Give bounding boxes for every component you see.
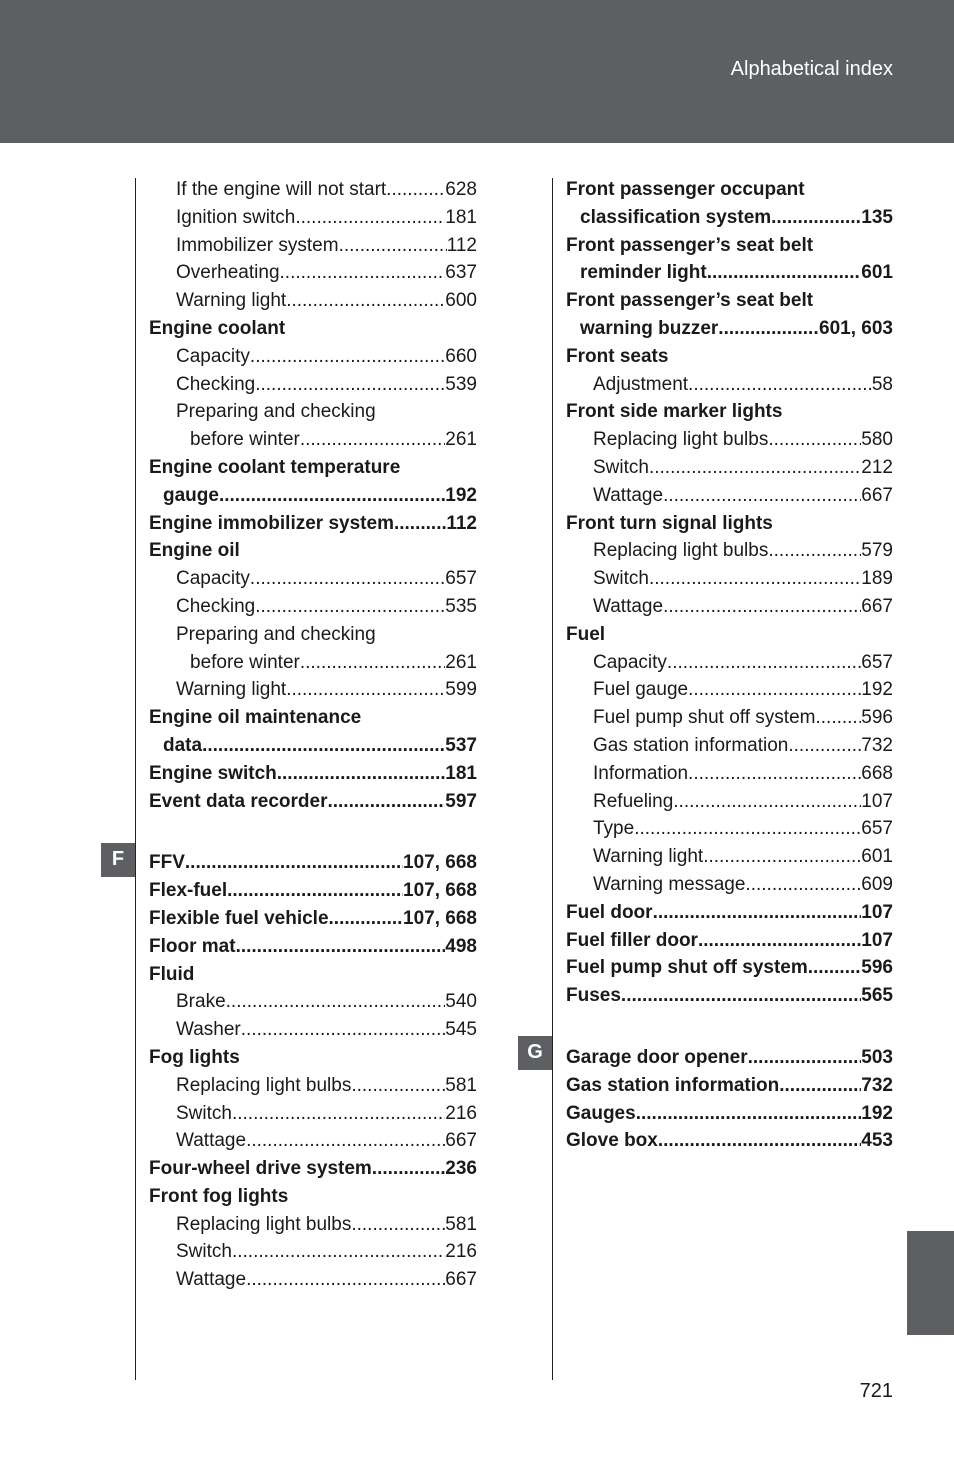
- index-entry-page: 112: [446, 512, 477, 534]
- index-entry: [149, 849, 477, 877]
- dot-leader: [232, 1238, 445, 1266]
- index-entry-label: Immobilizer system: [176, 234, 339, 256]
- index-entry-page: 107, 668: [403, 880, 477, 902]
- index-entry-page: 537: [445, 734, 477, 756]
- index-entry: [566, 1072, 893, 1100]
- index-entry-page: 453: [861, 1130, 893, 1152]
- index-entry-page: 498: [445, 935, 477, 957]
- header-title: Alphabetical index: [730, 58, 893, 80]
- index-entry-label: Wattage: [176, 1130, 247, 1152]
- dot-leader: [698, 927, 861, 955]
- dot-leader: [663, 593, 861, 621]
- section-tab-f: F: [101, 843, 135, 877]
- index-entry: [149, 676, 477, 704]
- index-entry-label: Information: [593, 762, 689, 784]
- dot-leader: [246, 1266, 445, 1294]
- index-entry-label: Front passenger’s seat belt: [566, 234, 814, 256]
- dot-leader: [663, 482, 861, 510]
- index-entry: [566, 676, 893, 704]
- index-entry-label: Replacing light bulbs: [176, 1074, 352, 1096]
- page-header: [0, 0, 954, 143]
- dot-leader: [286, 676, 445, 704]
- index-entry-label: Replacing light bulbs: [176, 1213, 352, 1235]
- index-entry: [149, 877, 477, 905]
- index-entry-label: Capacity: [176, 345, 250, 367]
- index-entry: [149, 649, 477, 677]
- section-gap: [566, 1010, 893, 1044]
- index-entry: [149, 1155, 477, 1183]
- index-entry-label: Fuel: [566, 623, 606, 645]
- index-entry-page: 660: [445, 345, 477, 367]
- index-entry-page: 216: [445, 1102, 477, 1124]
- index-entry: [149, 593, 477, 621]
- index-entry-label: Fuel gauge: [593, 679, 689, 701]
- index-entry-page: 107, 668: [403, 907, 477, 929]
- section-gap: [149, 815, 477, 849]
- index-entry-label: before winter: [190, 429, 300, 451]
- index-entry: [149, 988, 477, 1016]
- index-entry-page: 581: [445, 1213, 477, 1235]
- index-entry-page: 601: [861, 262, 893, 284]
- index-entry-page: 628: [445, 179, 477, 200]
- index-entry-page: 261: [445, 429, 477, 451]
- index-entry: [566, 232, 893, 260]
- index-entry-page: 261: [445, 651, 477, 673]
- index-entry-label: Wattage: [593, 595, 664, 617]
- index-entry: [149, 510, 477, 538]
- index-entry: [566, 593, 893, 621]
- dot-leader: [788, 732, 861, 760]
- dot-leader: [295, 204, 445, 232]
- dot-leader: [246, 1127, 445, 1155]
- index-entry-page: 732: [861, 734, 893, 756]
- index-entry-page: 597: [445, 790, 477, 812]
- index-entry: [149, 1072, 477, 1100]
- index-entry-label: Switch: [176, 1241, 232, 1263]
- index-entry-page: 192: [445, 484, 477, 506]
- index-entry: [566, 1044, 893, 1072]
- index-entry: [566, 259, 893, 287]
- index-entry: [566, 204, 893, 232]
- index-entry: [149, 760, 477, 788]
- index-entry: [566, 426, 893, 454]
- index-entry-label: Fuses: [566, 985, 621, 1007]
- index-entry-page: 609: [861, 873, 893, 895]
- dot-leader: [232, 1100, 445, 1128]
- index-entry-page: 236: [445, 1158, 477, 1180]
- index-entry-label: Engine coolant temperature: [149, 456, 401, 478]
- index-entry-page: 181: [445, 762, 477, 784]
- index-entry-page: 216: [445, 1241, 477, 1263]
- index-entry-label: Checking: [176, 595, 256, 617]
- dot-leader: [280, 259, 446, 287]
- dot-leader: [339, 232, 447, 260]
- index-entry-page: 657: [861, 651, 893, 673]
- index-entry-page: 732: [861, 1074, 893, 1096]
- index-entry-page: 107, 668: [403, 852, 477, 874]
- dot-leader: [634, 815, 861, 843]
- index-entry: [149, 1211, 477, 1239]
- dot-leader: [779, 1072, 861, 1100]
- index-entry-label: Preparing and checking: [176, 623, 376, 645]
- index-entry-label: Glove box: [566, 1130, 658, 1152]
- index-entry-page: 667: [861, 484, 893, 506]
- dot-leader: [185, 849, 403, 877]
- index-entry-page: 596: [861, 957, 893, 979]
- dot-leader: [202, 732, 445, 760]
- dot-leader: [327, 788, 445, 816]
- index-entry: [566, 176, 893, 204]
- index-entry-label: Fuel pump shut off system: [566, 957, 808, 979]
- dot-leader: [236, 933, 446, 961]
- index-entry-label: classification system: [580, 206, 772, 228]
- dot-leader: [277, 760, 446, 788]
- right-column-rule: [552, 178, 553, 1380]
- index-entry: [149, 704, 477, 732]
- index-entry: [149, 905, 477, 933]
- index-entry: [149, 933, 477, 961]
- index-entry-page: 600: [445, 290, 477, 312]
- index-entry: [149, 371, 477, 399]
- index-entry-label: Floor mat: [149, 935, 236, 957]
- index-entry-page: 637: [445, 262, 477, 284]
- index-entry-label: Front passenger’s seat belt: [566, 290, 814, 312]
- dot-leader: [250, 565, 445, 593]
- index-entry-page: 657: [861, 818, 893, 840]
- index-entry-label: Switch: [593, 568, 649, 590]
- index-entry-label: Garage door opener: [566, 1046, 748, 1068]
- index-entry-page: 580: [861, 429, 893, 451]
- index-entry: [566, 899, 893, 927]
- index-entry-page: 601, 603: [819, 317, 893, 339]
- index-entry: [149, 1238, 477, 1266]
- index-entry-label: Front side marker lights: [566, 401, 783, 423]
- index-entry-label: Warning message: [593, 873, 746, 895]
- index-entry: [566, 371, 893, 399]
- dot-leader: [718, 315, 819, 343]
- index-entry-label: Wattage: [593, 484, 664, 506]
- index-entry-page: 192: [861, 679, 893, 701]
- index-entry-page: 599: [445, 679, 477, 701]
- index-entry-label: Fuel door: [566, 901, 653, 923]
- dot-leader: [688, 676, 861, 704]
- index-entry-page: 107: [861, 790, 893, 812]
- index-entry: [566, 1100, 893, 1128]
- index-entry-label: Engine coolant: [149, 317, 286, 339]
- index-entry: [566, 982, 893, 1010]
- dot-leader: [815, 704, 861, 732]
- dot-leader: [621, 982, 861, 1010]
- index-entry-page: 181: [445, 206, 477, 228]
- index-entry-label: Brake: [176, 991, 226, 1013]
- index-entry: [566, 788, 893, 816]
- index-entry-page: 668: [861, 762, 893, 784]
- index-entry-label: Adjustment: [593, 373, 689, 395]
- index-entry: [149, 732, 477, 760]
- index-entry-label: Fog lights: [149, 1046, 240, 1068]
- index-entry-label: Capacity: [176, 568, 250, 590]
- dot-leader: [250, 343, 445, 371]
- index-entry: [566, 510, 893, 538]
- index-column-left: [149, 176, 477, 1294]
- index-entry-label: Gauges: [566, 1102, 636, 1124]
- index-entry: [149, 1100, 477, 1128]
- side-thumb-tab: [907, 1231, 954, 1335]
- index-entry: [149, 621, 477, 649]
- dot-leader: [771, 204, 861, 232]
- index-entry: [566, 954, 893, 982]
- index-entry-label: Flex-fuel: [149, 880, 228, 902]
- index-entry-label: Replacing light bulbs: [593, 540, 769, 562]
- dot-leader: [394, 510, 446, 538]
- index-entry-label: gauge: [163, 484, 219, 506]
- section-tab-g: G: [518, 1036, 552, 1070]
- index-entry-label: Fluid: [149, 963, 195, 985]
- index-entry-page: 565: [861, 985, 893, 1007]
- index-entry-label: Warning light: [593, 846, 704, 868]
- dot-leader: [703, 843, 861, 871]
- index-entry: [149, 176, 477, 204]
- index-entry-label: Type: [593, 818, 635, 840]
- index-entry-label: Flexible fuel vehicle: [149, 907, 329, 929]
- index-entry-page: 667: [445, 1269, 477, 1291]
- dot-leader: [745, 871, 861, 899]
- index-entry-page: 596: [861, 707, 893, 729]
- index-entry-page: 539: [445, 373, 477, 395]
- dot-leader: [226, 988, 446, 1016]
- index-entry: [149, 1183, 477, 1211]
- index-entry-page: 189: [861, 568, 893, 590]
- dot-leader: [649, 454, 861, 482]
- index-entry-label: Front seats: [566, 345, 669, 367]
- index-entry-label: Switch: [593, 456, 649, 478]
- index-entry-page: 667: [861, 595, 893, 617]
- index-entry-page: 545: [445, 1019, 477, 1041]
- index-entry-page: 667: [445, 1130, 477, 1152]
- index-entry-page: 540: [445, 991, 477, 1013]
- index-entry-page: 58: [871, 373, 893, 395]
- index-entry-label: Engine immobilizer system: [149, 512, 394, 534]
- index-entry: [566, 454, 893, 482]
- dot-leader: [286, 287, 445, 315]
- index-entry: [149, 315, 477, 343]
- index-entry-label: Preparing and checking: [176, 401, 376, 423]
- dot-leader: [329, 905, 404, 933]
- dot-leader: [300, 426, 445, 454]
- index-entry: [566, 871, 893, 899]
- dot-leader: [300, 649, 445, 677]
- dot-leader: [748, 1044, 862, 1072]
- dot-leader: [768, 426, 861, 454]
- index-entry-label: Engine oil maintenance: [149, 707, 362, 729]
- index-entry: [566, 927, 893, 955]
- index-entry-label: Engine switch: [149, 762, 277, 784]
- dot-leader: [372, 1155, 446, 1183]
- dot-leader: [768, 537, 861, 565]
- index-entry-label: before winter: [190, 651, 300, 673]
- index-entry-page: 581: [445, 1074, 477, 1096]
- index-entry-page: 503: [861, 1046, 893, 1068]
- index-entry: [149, 565, 477, 593]
- index-entry-label: Fuel filler door: [566, 929, 698, 951]
- index-entry: [149, 1266, 477, 1294]
- index-entry-label: Capacity: [593, 651, 667, 673]
- index-entry: [566, 537, 893, 565]
- index-entry: [149, 398, 477, 426]
- index-entry-label: Gas station information: [566, 1074, 780, 1096]
- index-entry-label: FFV: [149, 852, 185, 874]
- index-entry-page: 657: [445, 568, 477, 590]
- index-entry: [149, 482, 477, 510]
- index-entry-label: reminder light: [580, 262, 707, 284]
- index-entry-label: Ignition switch: [176, 206, 296, 228]
- dot-leader: [241, 1016, 446, 1044]
- index-entry: [566, 732, 893, 760]
- index-entry: [566, 565, 893, 593]
- index-entry: [149, 537, 477, 565]
- index-entry: [149, 961, 477, 989]
- index-entry-page: 212: [861, 456, 893, 478]
- index-entry: [149, 204, 477, 232]
- index-entry-label: Engine oil: [149, 540, 240, 562]
- index-column-right: [566, 176, 893, 1155]
- index-entry-label: Refueling: [593, 790, 674, 812]
- index-entry: [566, 649, 893, 677]
- index-entry-label: Replacing light bulbs: [593, 429, 769, 451]
- dot-leader: [351, 1211, 445, 1239]
- index-entry: [149, 1127, 477, 1155]
- index-entry-label: Wattage: [176, 1269, 247, 1291]
- index-entry: [566, 343, 893, 371]
- dot-leader: [255, 371, 445, 399]
- index-entry: [149, 232, 477, 260]
- index-entry-label: Four-wheel drive system: [149, 1158, 372, 1180]
- dot-leader: [649, 565, 861, 593]
- dot-leader: [673, 788, 861, 816]
- dot-leader: [351, 1072, 445, 1100]
- dot-leader: [636, 1100, 862, 1128]
- index-entry-label: Overheating: [176, 262, 280, 284]
- index-entry: [149, 788, 477, 816]
- index-entry: [149, 1044, 477, 1072]
- index-entry: [566, 843, 893, 871]
- index-entry: [149, 287, 477, 315]
- dot-leader: [707, 259, 862, 287]
- index-entry-page: 192: [861, 1102, 893, 1124]
- dot-leader: [667, 649, 861, 677]
- index-entry: [149, 426, 477, 454]
- index-entry-page: 601: [861, 846, 893, 868]
- dot-leader: [227, 877, 403, 905]
- index-entry-label: Gas station information: [593, 734, 789, 756]
- dot-leader: [658, 1127, 861, 1155]
- index-entry-label: Fuel pump shut off system: [593, 707, 816, 729]
- index-entry-page: 107: [861, 929, 893, 951]
- index-entry-label: Checking: [176, 373, 256, 395]
- index-entry-label: Event data recorder: [149, 790, 328, 812]
- index-entry-page: 135: [861, 206, 893, 228]
- dot-leader: [688, 760, 861, 788]
- index-entry-label: If the engine will not start: [176, 179, 387, 200]
- dot-leader: [386, 176, 445, 204]
- index-entry: [149, 454, 477, 482]
- index-entry: [566, 315, 893, 343]
- index-entry-label: Warning light: [176, 679, 287, 701]
- dot-leader: [808, 954, 862, 982]
- index-entry: [566, 621, 893, 649]
- index-entry-page: 535: [445, 595, 477, 617]
- dot-leader: [688, 371, 872, 399]
- index-entry-page: 579: [861, 540, 893, 562]
- index-entry-label: Switch: [176, 1102, 232, 1124]
- page-number: 721: [859, 1380, 893, 1402]
- dot-leader: [219, 482, 445, 510]
- dot-leader: [653, 899, 862, 927]
- index-entry: [566, 287, 893, 315]
- index-entry: [566, 1127, 893, 1155]
- index-entry: [566, 398, 893, 426]
- index-entry-label: Warning light: [176, 290, 287, 312]
- dot-leader: [255, 593, 445, 621]
- index-entry-label: Washer: [176, 1019, 241, 1041]
- index-entry: [566, 760, 893, 788]
- index-entry: [149, 343, 477, 371]
- index-entry: [566, 704, 893, 732]
- index-entry: [566, 482, 893, 510]
- index-entry-page: 112: [446, 234, 477, 256]
- index-entry-label: warning buzzer: [580, 317, 719, 339]
- index-entry-label: data: [163, 734, 203, 756]
- index-entry-label: Front turn signal lights: [566, 512, 773, 534]
- index-entry: [566, 815, 893, 843]
- index-entry-label: Front passenger occupant: [566, 179, 805, 200]
- left-column-rule: [135, 178, 136, 1380]
- index-entry: [149, 1016, 477, 1044]
- index-entry-page: 107: [861, 901, 893, 923]
- index-entry-label: Front fog lights: [149, 1185, 289, 1207]
- index-entry: [149, 259, 477, 287]
